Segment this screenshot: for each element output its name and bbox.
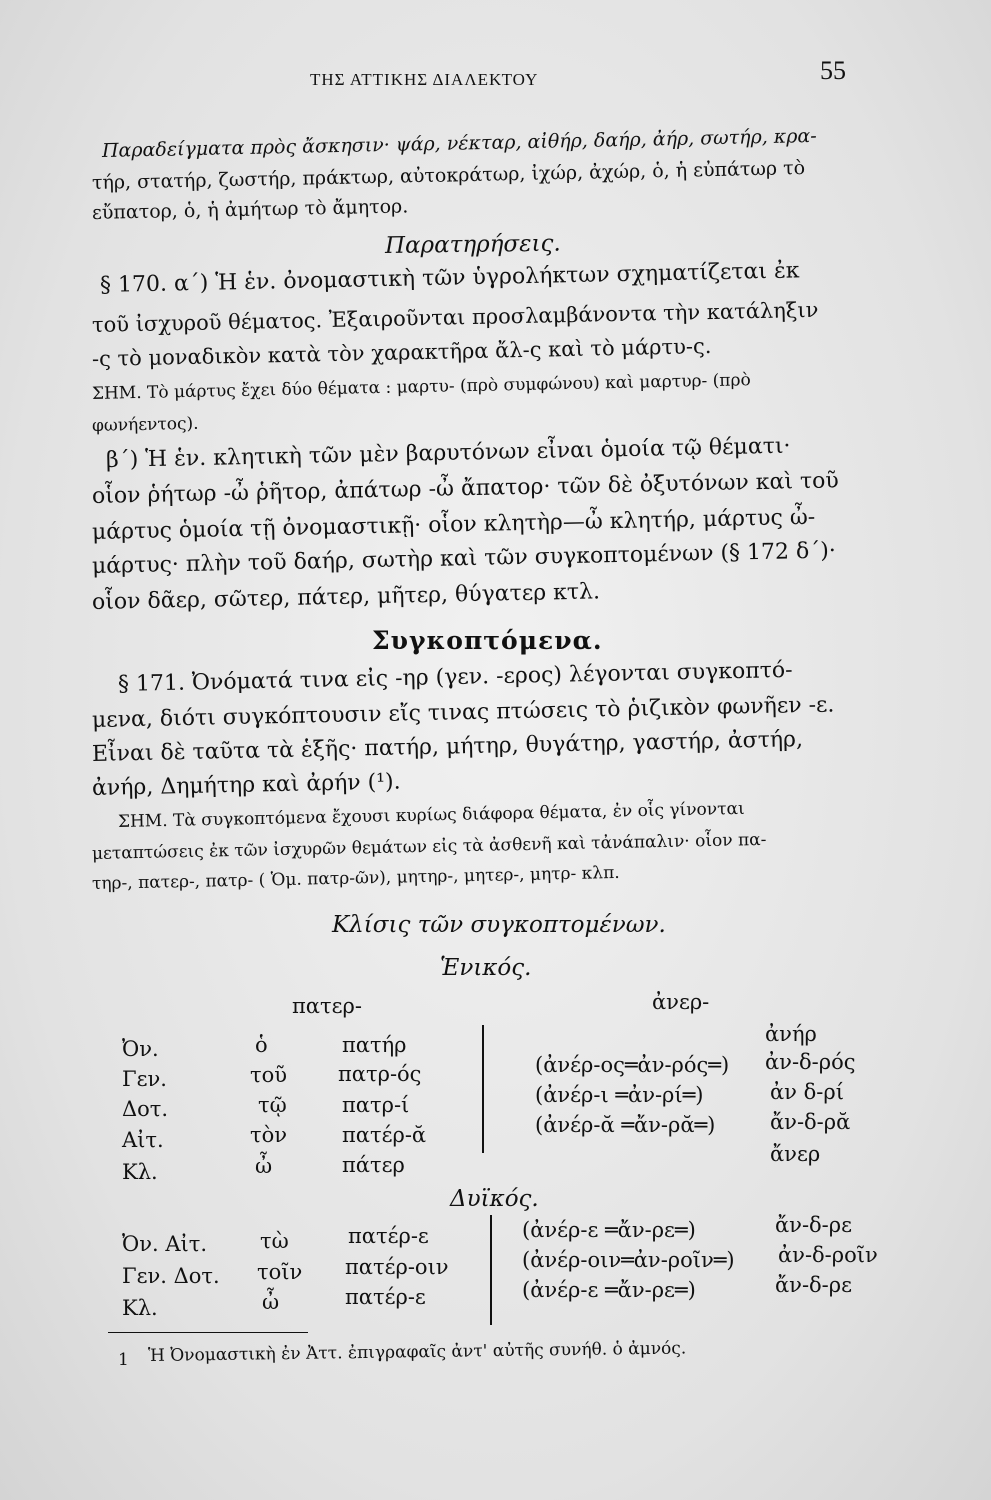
- form-aner: ἄν-δ-ρᾰ: [770, 1110, 851, 1134]
- text-line: Εἶναι δὲ ταῦτα τὰ ἑξῆς· πατήρ, μήτηρ, θυγάτηρ, γαστήρ, ἀστήρ,: [91, 727, 804, 767]
- page-number: 55: [820, 56, 846, 85]
- section-heading-enikos: Ἑνικός.: [440, 955, 532, 981]
- text-line: ἀνήρ, Δημήτηρ καὶ ἀρήν (¹).: [91, 769, 401, 801]
- text-line: οἷον δᾶερ, σῶτερ, πάτερ, μῆτερ, θύγατερ κτλ.: [91, 579, 601, 615]
- article: ὦ: [255, 1154, 273, 1178]
- article: ὁ: [255, 1033, 268, 1057]
- form-pater: πατέρ-ε: [345, 1285, 426, 1309]
- note-line: μεταπτώσεις ἐκ τῶν ἰσχυρῶν θεμάτων εἰς τὰ ἀσθενῆ καὶ τἀνάπαλιν· οἷον πα-: [91, 829, 767, 864]
- form-aner: ἄν-δ-ρε: [775, 1273, 853, 1297]
- form-aner: ἄν-δ-ρε: [775, 1213, 853, 1237]
- section-heading-duikos: Δυϊκός.: [450, 1186, 539, 1212]
- footnote-marker: 1: [118, 1350, 129, 1370]
- case-label: Κλ.: [122, 1296, 158, 1320]
- running-header: ΤΗΣ ΑΤΤΙΚΗΣ ΔΙΑΛΕΚΤΟΥ: [310, 70, 539, 89]
- note-line: ΣΗΜ. Τὰ συγκοπτόμενα ἔχουσι κυρίως διάφορα θέματα, ἐν οἷς γίνονται: [117, 798, 745, 832]
- column-divider: [482, 1025, 484, 1153]
- case-label: Ὀν.: [122, 1037, 159, 1061]
- section-heading-klisis: Κλίσις τῶν συγκοπτομένων.: [332, 912, 666, 938]
- article: τὸν: [250, 1123, 288, 1147]
- text-line: § 171. Ὀνόματά τινα εἰς -ηρ (γεν. -ερος) λέγονται συγκοπτό-: [117, 657, 793, 697]
- article: τοῦ: [250, 1063, 288, 1087]
- section-heading-observations: Παρατηρήσεις.: [384, 230, 561, 259]
- form-paren: (ἀνέρ-ε ═ἄν-ρε═): [522, 1218, 696, 1242]
- text-line: τήρ, στατήρ, ζωστήρ, πράκτωρ, αὐτοκράτωρ, ἰχώρ, ἀχώρ, ὁ, ἡ εὐπάτωρ τὸ: [91, 157, 806, 194]
- text-line: μενα, διότι συγκόπτουσιν εἴς τινας πτώσεις τὸ ῥιζικὸν φωνῆεν -ε.: [91, 692, 835, 733]
- form-paren: (ἀνέρ-ε ═ἄν-ρε═): [522, 1278, 696, 1302]
- text-line: εὔπατορ, ὁ, ἡ ἀμήτωρ τὸ ἄμητορ.: [91, 195, 409, 224]
- article: τῷ: [258, 1093, 287, 1117]
- form-pater: πατρ-ός: [338, 1062, 422, 1086]
- form-paren: (ἀνέρ-ος═ἀν-ρός═): [535, 1053, 730, 1077]
- text-line: -ς τὸ μοναδικὸν κατὰ τὸν χαρακτῆρα ἄλ-ς καὶ τὸ μάρτυ-ς.: [91, 334, 712, 371]
- article: τὼ: [260, 1229, 289, 1253]
- stem-label-pater: πατερ-: [292, 994, 362, 1018]
- stem-label-aner: ἀνερ-: [652, 990, 710, 1014]
- note-line: τηρ-, πατερ-, πατρ- ( Ὁμ. πατρ-ῶν), μητηρ-, μητερ-, μητρ- κλπ.: [91, 862, 620, 894]
- case-label: Κλ.: [122, 1160, 158, 1184]
- text-line: β΄) Ἡ ἑν. κλητικὴ τῶν μὲν βαρυτόνων εἶναι ὁμοία τῷ θέματι·: [105, 433, 791, 473]
- note-line: ΣΗΜ. Τὸ μάρτυς ἔχει δύο θέματα : μαρτυ- (πρὸ συμφώνου) καὶ μαρτυρ- (πρὸ: [91, 370, 751, 404]
- form-paren: (ἀνέρ-οιν═ἀν-ροῖν═): [522, 1248, 735, 1272]
- form-pater: πατέρ-οιν: [345, 1255, 449, 1279]
- footnote-text: Ἡ Ὀνομαστικὴ ἐν Ἀττ. ἐπιγραφαῖς ἀντ' αὐτῆς συνήθ. ὁ ἀμνός.: [147, 1338, 687, 1366]
- text-line: μάρτυς· πλὴν τοῦ δαήρ, σωτὴρ καὶ τῶν συγκοπτομένων (§ 172 δ΄)·: [91, 538, 837, 579]
- form-pater: πατέρ-ᾰ: [342, 1123, 427, 1147]
- case-label: Γεν. Δοτ.: [122, 1264, 220, 1288]
- note-line: φωνήεντος).: [91, 413, 199, 436]
- article: τοῖν: [257, 1260, 303, 1284]
- text-line: Παραδείγματα πρὸς ἄσκησιν· ψάρ, νέκταρ, αἰθήρ, δαήρ, ἀήρ, σωτήρ, κρα-: [101, 125, 817, 162]
- form-pater: πατρ-ί: [342, 1093, 410, 1117]
- form-aner: ἀν-δ-ρός: [765, 1050, 856, 1074]
- form-paren: (ἀνέρ-ι ═ἀν-ρί═): [535, 1083, 704, 1107]
- case-label: Γεν.: [122, 1067, 167, 1091]
- form-aner: ἀνήρ: [765, 1022, 817, 1046]
- case-label: Αἰτ.: [122, 1128, 164, 1152]
- article: ὦ: [262, 1290, 280, 1314]
- section-heading-synkoptomena: Συγκοπτόμενα.: [372, 626, 603, 655]
- text-line: τοῦ ἰσχυροῦ θέματος. Ἐξαιροῦνται προσλαμβάνοντα τὴν κατάληξιν: [91, 297, 819, 337]
- text-line: μάρτυς ὁμοία τῇ ὀνομαστικῇ· οἷον κλητὴρ—ὦ κλητήρ, μάρτυς ὦ-: [91, 504, 816, 545]
- text-line: § 170. α΄) Ἡ ἑν. ὀνομαστικὴ τῶν ὑγρολήκτων σχηματίζεται ἐκ: [99, 258, 800, 298]
- form-pater: πατήρ: [342, 1033, 407, 1057]
- text-line: οἷον ῥήτωρ -ὦ ῥῆτορ, ἀπάτωρ -ὦ ἄπατορ· τῶν δὲ ὀξυτόνων καὶ τοῦ: [91, 468, 839, 509]
- form-pater: πατέρ-ε: [348, 1224, 429, 1248]
- form-paren: (ἀνέρ-ᾰ ═ἄν-ρᾰ═): [535, 1113, 716, 1137]
- form-pater: πάτερ: [342, 1153, 405, 1177]
- form-aner: ἀν-δ-ροῖν: [778, 1243, 878, 1267]
- form-aner: ἄνερ: [770, 1142, 821, 1166]
- case-label: Δοτ.: [122, 1097, 169, 1121]
- column-divider: [490, 1215, 492, 1325]
- case-label: Ὀν. Αἰτ.: [122, 1232, 208, 1256]
- footnote-rule: [108, 1332, 308, 1333]
- form-aner: ἀν δ-ρί: [770, 1080, 844, 1104]
